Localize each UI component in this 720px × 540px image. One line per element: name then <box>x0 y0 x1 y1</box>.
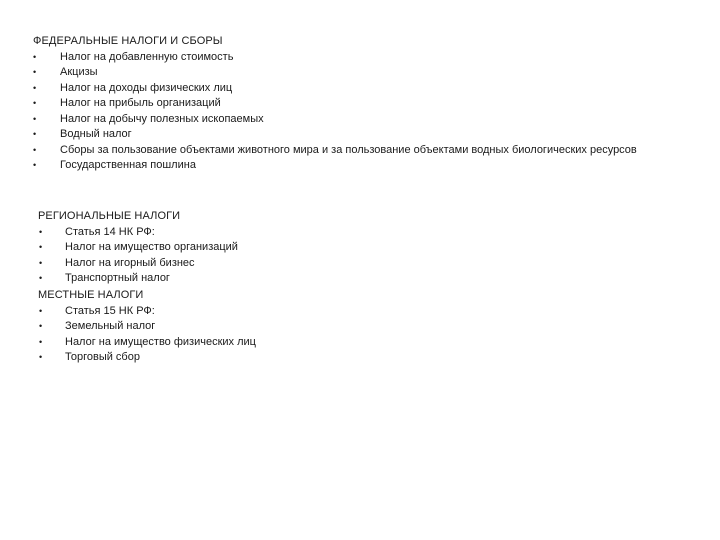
bullet-icon: • <box>33 113 37 124</box>
bullet-icon: • <box>39 305 43 316</box>
list-item: • Земельный налог <box>38 319 678 335</box>
list-item: • Торговый сбор <box>38 350 678 366</box>
federal-taxes-heading: ФЕДЕРАЛЬНЫЕ НАЛОГИ И СБОРЫ <box>33 35 223 47</box>
list-item: • Налог на добавленную стоимость <box>33 50 673 66</box>
bullet-icon: • <box>39 273 43 283</box>
bullet-icon: • <box>39 242 43 252</box>
list-item: • Государственная пошлина <box>33 158 673 174</box>
list-item: • Налог на доходы физических лиц <box>33 81 673 97</box>
list-item: • Акцизы <box>33 65 673 81</box>
list-item: • Налог на имущество организаций <box>38 240 678 256</box>
bullet-icon: • <box>33 67 37 77</box>
bullet-icon: • <box>39 336 43 347</box>
bullet-icon: • <box>33 98 37 108</box>
list-item: • Налог на прибыль организаций <box>33 96 673 112</box>
bullet-icon: • <box>33 51 37 62</box>
bullet-icon: • <box>33 160 37 170</box>
list-item: • Налог на имущество физических лиц <box>38 335 678 351</box>
bullet-icon: • <box>39 226 43 237</box>
local-taxes-heading: МЕСТНЫЕ НАЛОГИ <box>38 289 144 301</box>
list-item: • Статья 15 НК РФ: <box>38 304 678 320</box>
federal-taxes-section <box>33 34 673 174</box>
bullet-icon: • <box>33 129 37 139</box>
list-item: • Сборы за пользование объектами животного мира и за пользование объектами водных биологических ресурсов <box>33 143 673 159</box>
list-item: • Водный налог <box>33 127 673 143</box>
bullet-icon: • <box>33 144 37 155</box>
bullet-icon: • <box>39 257 43 268</box>
list-item: • Транспортный налог <box>38 271 678 287</box>
bullet-icon: • <box>39 352 43 362</box>
regional-taxes-heading: РЕГИОНАЛЬНЫЕ НАЛОГИ <box>38 210 181 222</box>
list-item: • Налог на добычу полезных ископаемых <box>33 112 673 128</box>
regional-taxes-section <box>38 209 678 287</box>
list-item: • Налог на игорный бизнес <box>38 256 678 272</box>
list-item: • Статья 14 НК РФ: <box>38 225 678 241</box>
bullet-icon: • <box>33 82 37 93</box>
local-taxes-section <box>38 288 678 366</box>
bullet-icon: • <box>39 321 43 331</box>
